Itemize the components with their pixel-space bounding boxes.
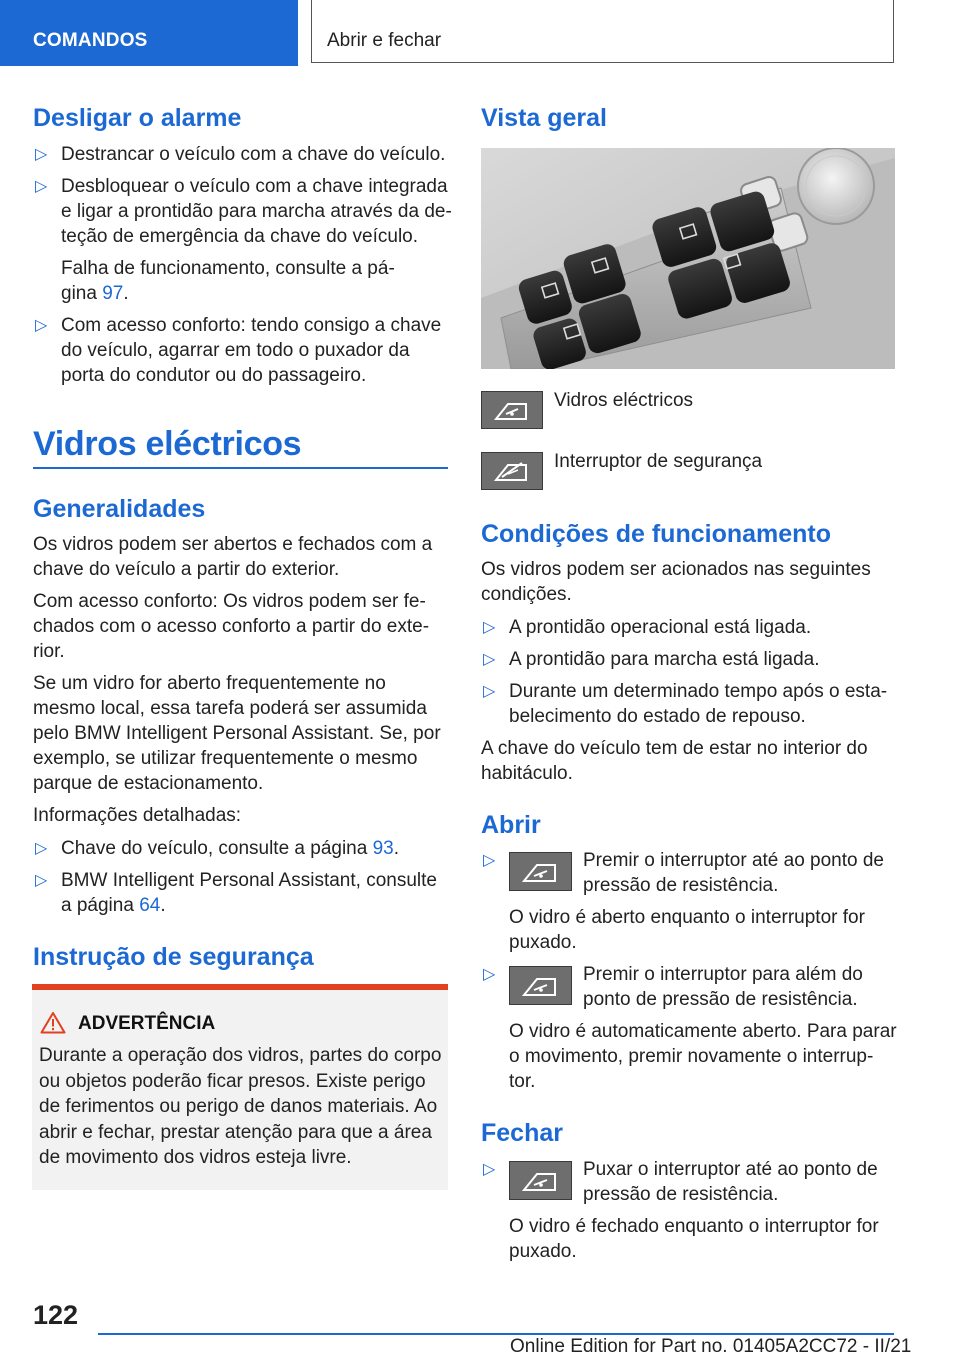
paragraph-line: exemplo, se utilizar frequentemente o mesmo — [33, 748, 418, 769]
section-title-seguranca: Instrução de segurança — [33, 943, 314, 971]
list-item: Desbloquear o veículo com a chave integrada — [61, 176, 448, 197]
window-switch-icon — [509, 852, 572, 891]
warning-title: ADVERTÊNCIA — [78, 1013, 216, 1034]
list-item — [61, 836, 399, 862]
paragraph-line: chave do veículo a partir do exterior. — [33, 559, 340, 580]
period: . — [393, 838, 400, 859]
list-item: Com acesso conforto: tendo consigo a chave — [61, 315, 442, 336]
list-item: Durante um determinado tempo após o esta- — [509, 681, 888, 702]
list-item-line: porta do condutor ou do passageiro. — [61, 365, 367, 386]
paragraph-line: pelo BMW Intelligent Personal Assistant. Se, por — [33, 723, 441, 744]
paragraph-line: condições. — [481, 584, 572, 605]
warning-body — [39, 1043, 443, 1171]
step-note: puxado. — [509, 1241, 577, 1262]
paragraph-line: Os vidros podem ser acionados nas seguintes — [481, 559, 871, 580]
section-title-generalidades: Generalidades — [33, 495, 206, 523]
footer-rule — [98, 1333, 894, 1335]
step-text: Premir o interruptor para além do — [583, 964, 863, 985]
list-item-line: teção de emergência da chave do veículo. — [61, 226, 419, 247]
list-item-line: belecimento do estado de repouso. — [509, 706, 806, 727]
title-underline — [33, 467, 448, 469]
step-note: puxado. — [509, 932, 577, 953]
list-item-note — [61, 281, 129, 307]
power-window-switch-icon — [481, 391, 543, 429]
step-text: Puxar o interruptor até ao ponto de — [583, 1159, 878, 1180]
step-text: pressão de resistência. — [583, 1184, 779, 1205]
step-note: O vidro é aberto enquanto o interruptor for — [509, 907, 865, 928]
paragraph-line: Os vidros podem ser abertos e fechados com a — [33, 534, 433, 555]
paragraph-line: mesmo local, essa tarefa poderá ser assumida — [33, 698, 427, 719]
bullet-icon: ▷ — [483, 1161, 496, 1178]
period: . — [123, 283, 129, 304]
note-text: gina — [61, 283, 103, 304]
header-chapter-tab — [311, 0, 894, 63]
list-item: BMW Intelligent Personal Assistant, consulte — [61, 870, 437, 891]
header-section-label: COMANDOS — [33, 30, 148, 51]
paragraph-line: parque de estacionamento. — [33, 773, 264, 794]
bullet-icon: ▷ — [483, 966, 496, 983]
section-title-vista-geral: Vista geral — [481, 104, 608, 132]
step-note: O vidro é automaticamente aberto. Para parar — [509, 1021, 897, 1042]
page-link-93[interactable]: 93 — [372, 838, 394, 859]
warning-line: de movimento dos vidros esteja livre. — [39, 1147, 352, 1168]
paragraph-line: chados com o acesso conforto a partir do exte- — [33, 616, 430, 637]
warning-line: ou objetos poderão ficar presos. Existe perigo — [39, 1070, 426, 1092]
bullet-icon: ▷ — [35, 178, 48, 195]
page-number: 122 — [33, 1300, 79, 1330]
step-text: Premir o interruptor até ao ponto de — [583, 850, 885, 871]
bullet-icon: ▷ — [35, 146, 48, 163]
paragraph-line: rior. — [33, 641, 65, 662]
warning-line: abrir e fechar, prestar atenção para que a área — [39, 1121, 432, 1143]
step-note: o movimento, premir novamente o interrup- — [509, 1046, 874, 1067]
bullet-icon: ▷ — [35, 317, 48, 334]
page-link-64[interactable]: 64 — [139, 895, 161, 916]
list-item-text: a página — [61, 895, 140, 916]
warning-box — [32, 984, 448, 1190]
list-item-line: e ligar a prontidão para marcha através da de- — [61, 201, 452, 222]
chapter-title-vidros: Vidros eléctricos — [33, 425, 302, 463]
header-chapter-label: Abrir e fechar — [327, 30, 442, 51]
window-switch-icon — [509, 1161, 572, 1200]
section-title-abrir: Abrir — [481, 811, 541, 839]
section-title-condicoes: Condições de funcionamento — [481, 520, 832, 548]
window-switches-photo — [481, 148, 895, 369]
section-title-desligar: Desligar o alarme — [33, 104, 242, 132]
warning-triangle-icon — [40, 1011, 66, 1034]
warning-line: Durante a operação dos vidros, partes do corpo — [39, 1045, 442, 1066]
bullet-icon: ▷ — [483, 619, 496, 636]
step-text: pressão de resistência. — [583, 875, 779, 896]
safety-switch-icon — [481, 452, 543, 490]
list-item: A prontidão para marcha está ligada. — [509, 649, 820, 670]
step-note: O vidro é fechado enquanto o interruptor for — [509, 1216, 879, 1237]
footer-edition: Online Edition for Part no. 01405A2CC72 - II/21 — [510, 1336, 912, 1357]
header-section-tab — [0, 0, 298, 66]
bullet-icon: ▷ — [483, 852, 496, 869]
list-item: Destrancar o veículo com a chave do veículo. — [61, 144, 446, 165]
warning-line: de ferimentos ou perigo de danos materiais. Ao — [39, 1096, 438, 1117]
paragraph-line: Se um vidro for aberto frequentemente no — [33, 673, 386, 694]
paragraph-line: Informações detalhadas: — [33, 805, 242, 826]
legend-label: Interruptor de segurança — [554, 451, 763, 472]
warning-bar — [32, 984, 448, 990]
paragraph-line: Com acesso conforto: Os vidros podem ser fe- — [33, 591, 426, 612]
bullet-icon: ▷ — [35, 872, 48, 889]
section-title-fechar: Fechar — [481, 1119, 563, 1147]
list-item: A prontidão operacional está ligada. — [509, 617, 812, 638]
step-note: tor. — [509, 1071, 536, 1092]
bullet-icon: ▷ — [483, 651, 496, 668]
list-item-note: Falha de funcionamento, consulte a pá- — [61, 258, 395, 279]
list-item-line: do veículo, agarrar em todo o puxador da — [61, 340, 410, 361]
period: . — [160, 895, 166, 916]
legend-label: Vidros eléctricos — [554, 390, 694, 411]
bullet-icon: ▷ — [483, 683, 496, 700]
paragraph-line: A chave do veículo tem de estar no interior do — [481, 738, 868, 759]
page-link-97[interactable]: 97 — [102, 283, 124, 304]
step-text: ponto de pressão de resistência. — [583, 989, 858, 1010]
list-item-line — [61, 893, 166, 919]
bullet-icon: ▷ — [35, 840, 48, 857]
paragraph-line: habitáculo. — [481, 763, 573, 784]
list-item-text: Chave do veículo, consulte a página — [61, 838, 373, 859]
window-switch-icon — [509, 966, 572, 1005]
